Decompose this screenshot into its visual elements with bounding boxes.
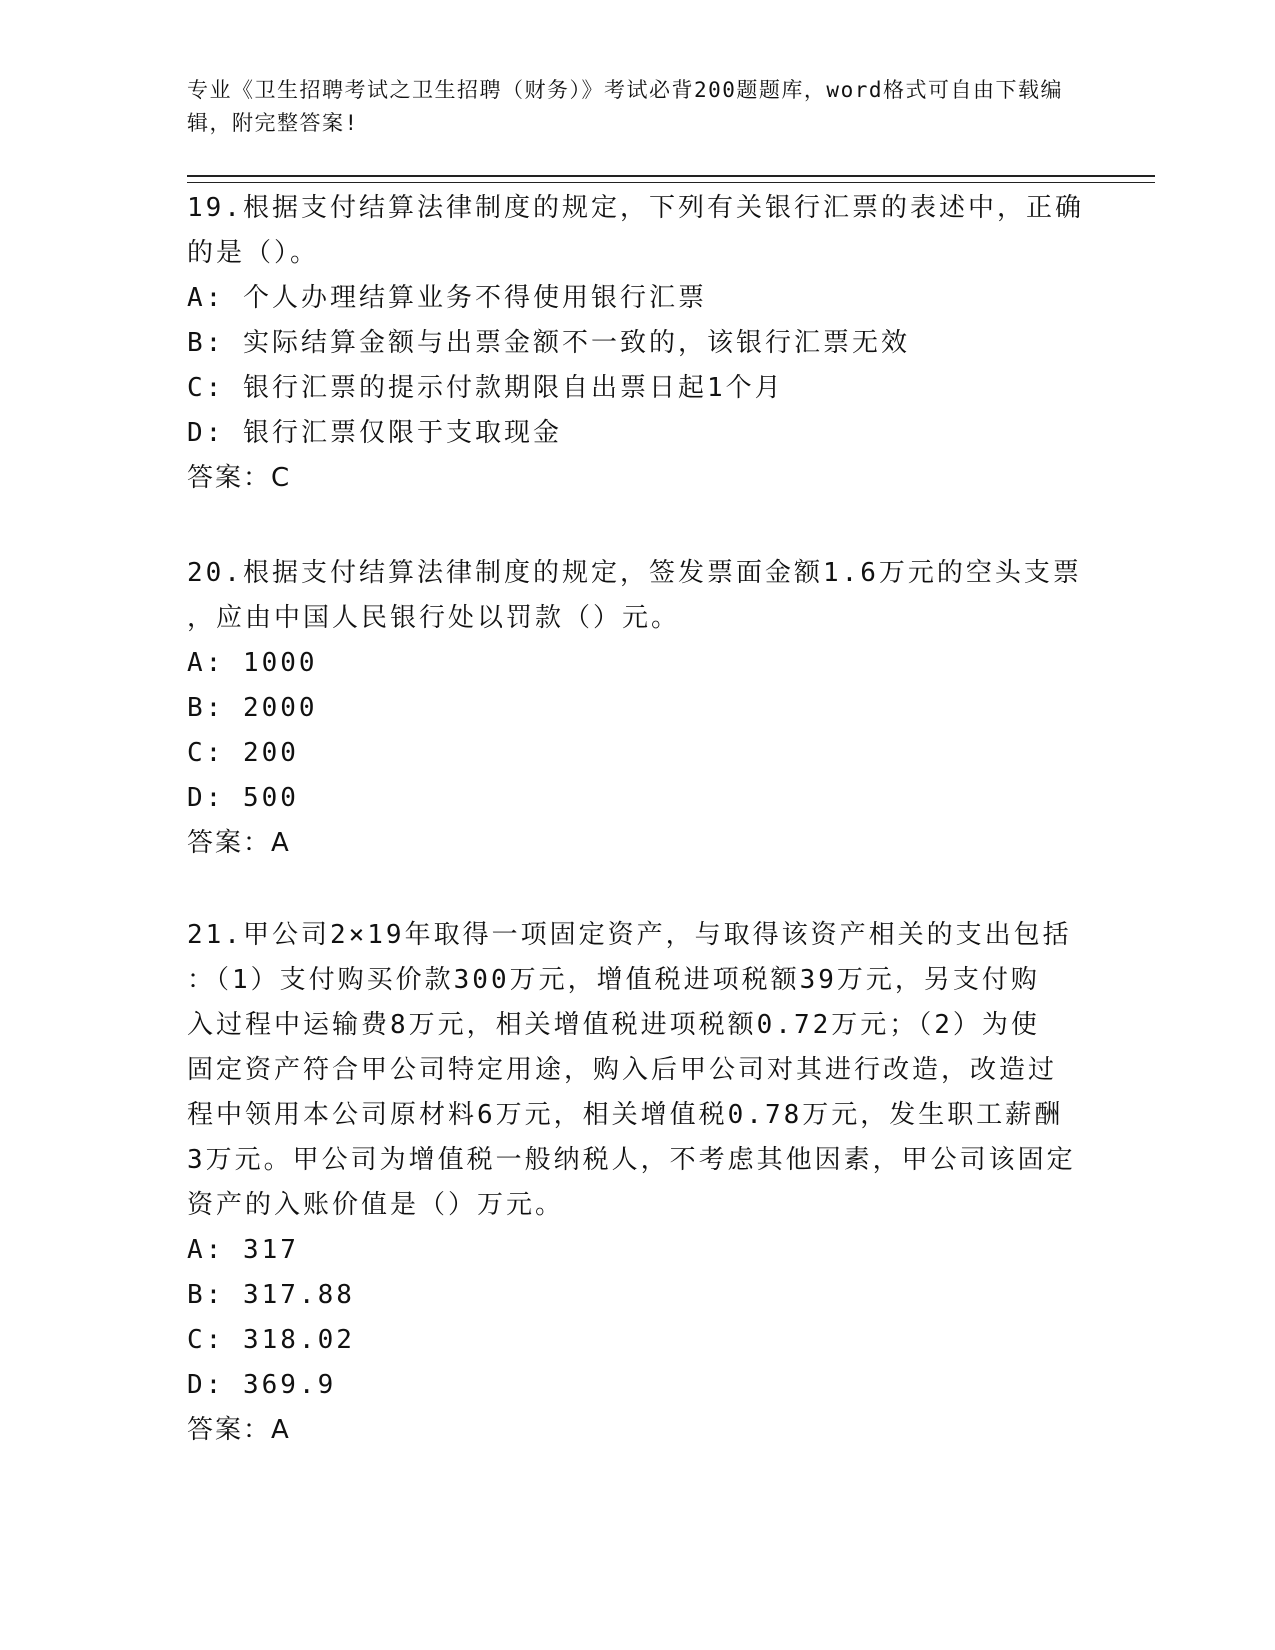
- answer-label: 答案：C: [187, 463, 292, 493]
- option-a: A: 个人办理结算业务不得使用银行汇票: [187, 283, 707, 313]
- question-21: [187, 913, 1087, 1453]
- option-d: D: 银行汇票仅限于支取现金: [187, 418, 562, 448]
- question-stem-line: 的是（）。: [187, 238, 320, 268]
- question-stem-line: 资产的入账价值是（）万元。: [187, 1190, 565, 1220]
- question-stem-line: 20.根据支付结算法律制度的规定，签发票面金额1.6万元的空头支票: [187, 558, 1082, 588]
- question-stem-line: 固定资产符合甲公司特定用途，购入后甲公司对其进行改造，改造过: [187, 1055, 1058, 1085]
- option-b: B: 实际结算金额与出票金额不一致的，该银行汇票无效: [187, 328, 910, 358]
- option-a: A: 1000: [187, 648, 318, 678]
- header-divider: [187, 175, 1155, 183]
- answer-label: 答案：A: [187, 1415, 291, 1445]
- answer-label: 答案：A: [187, 828, 291, 858]
- option-b: B: 317.88: [187, 1280, 355, 1310]
- question-stem-line: 19.根据支付结算法律制度的规定，下列有关银行汇票的表述中，正确: [187, 193, 1084, 223]
- document-header: [187, 74, 1067, 140]
- question-stem-line: ：（1）支付购买价款300万元，增值税进项税额39万元，另支付购: [187, 965, 1040, 995]
- question-stem-line: 3万元。甲公司为增值税一般纳税人，不考虑其他因素，甲公司该固定: [187, 1145, 1076, 1175]
- option-a: A: 317: [187, 1235, 299, 1265]
- question-19: [187, 186, 1087, 501]
- option-b: B: 2000: [187, 693, 318, 723]
- option-d: D: 369.9: [187, 1370, 337, 1400]
- question-stem-line: ，应由中国人民银行处以罚款（）元。: [187, 603, 681, 633]
- option-c: C: 200: [187, 738, 299, 768]
- option-c: C: 银行汇票的提示付款期限自出票日起1个月: [187, 373, 784, 403]
- option-c: C: 318.02: [187, 1325, 355, 1355]
- header-text: 专业《卫生招聘考试之卫生招聘（财务）》考试必背200题题库，word格式可自由下载编辑，附完整答案!: [187, 78, 1063, 135]
- question-stem-line: 21.甲公司2×19年取得一项固定资产，与取得该资产相关的支出包括: [187, 920, 1072, 950]
- question-stem-line: 程中领用本公司原材料6万元，相关增值税0.78万元，发生职工薪酬: [187, 1100, 1064, 1130]
- question-20: [187, 551, 1087, 866]
- question-stem-line: 入过程中运输费8万元，相关增值税进项税额0.72万元；（2）为使: [187, 1010, 1040, 1040]
- option-d: D: 500: [187, 783, 299, 813]
